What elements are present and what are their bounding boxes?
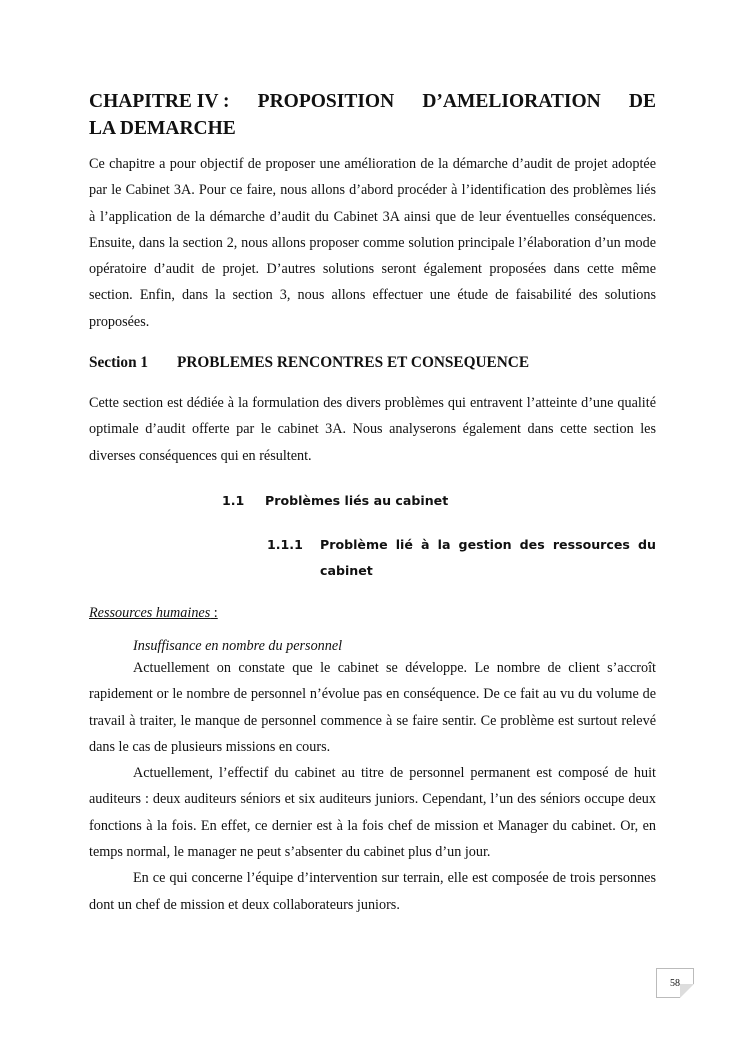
page-fold-icon	[680, 984, 694, 998]
intro-paragraph: Ce chapitre a pour objectif de proposer une amélioration de la démarche d’audit de projet adoptée par le Cabinet 3A. Pour ce faire, nous allons d’abord procéder à l’identification des problèmes liés à l’application de la démarche d’audit du Cabinet 3A ainsi que de leur éventuelles conséquences. Ensuite, dans la section 2, nous allons proposer comme solution principale l’élaboration d’un mode opératoire d’audit de projet. D’autres solutions seront également proposées dans cette même section. Enfin, dans la section 3, nous allons effectuer une étude de faisabilité des solutions proposées.	[89, 156, 656, 330]
chapter-title	[89, 88, 656, 142]
section-1-heading	[89, 354, 656, 372]
subsection-1-1-heading	[89, 493, 656, 508]
ressources-colon: :	[210, 604, 218, 621]
ressources-label: Ressources humaines	[89, 604, 211, 621]
ressources-label-line	[89, 605, 656, 622]
chapter-label: CHAPITRE IV :	[89, 91, 230, 112]
subsection-title: Problèmes liés au cabinet	[265, 492, 449, 508]
insuffisance-heading: Insuffisance en nombre du personnel	[133, 637, 343, 654]
subsection-1-1-1-heading	[89, 532, 656, 584]
document-page	[89, 88, 656, 918]
page-number-box	[656, 968, 694, 998]
subsubsection-number: 1.1.1	[267, 536, 303, 552]
section-1-paragraph: Cette section est dédiée à la formulation des divers problèmes qui entravent l’atteinte d’une qualité optimale d’audit offerte par le cabinet 3A. Nous analyserons également dans cette section les diverses conséquences qui en résultent.	[89, 395, 656, 464]
chapter-title-word1: PROPOSITION	[257, 91, 395, 112]
paragraph-3: En ce qui concerne l’équipe d’intervention sur terrain, elle est composée de trois personnes dont un chef de mission et deux collaborateurs juniors.	[89, 870, 656, 913]
chapter-title-line2: LA DEMARCHE	[89, 118, 236, 139]
chapter-title-word3: DE	[628, 91, 656, 112]
page-number: 58	[670, 977, 680, 989]
paragraph-2: Actuellement, l’effectif du cabinet au titre de personnel permanent est composé de huit auditeurs : deux auditeurs séniors et six auditeurs juniors. Cependant, l’un des séniors occupe deux fonctions à la fois. En effet, ce dernier est à la fois chef de mission et Manager du cabinet. Or, en temps normal, le manager ne peut s’absenter du cabinet plus d’un jour.	[89, 765, 656, 861]
paragraph-1: Actuellement on constate que le cabinet se développe. Le nombre de client s’accroît rapidement or le nombre de personnel n’évolue pas en conséquence. De ce fait au vu du volume de travail à traiter, le manque de personnel commence à se faire sentir. Ce problème est surtout relevé dans le cas de plusieurs missions en cours.	[89, 659, 656, 755]
section-number: Section 1	[89, 354, 149, 372]
subsection-number: 1.1	[222, 492, 245, 508]
section-title: PROBLEMES RENCONTRES ET CONSEQUENCE	[177, 354, 530, 372]
chapter-title-word2: D’AMELIORATION	[422, 91, 601, 112]
subsubsection-title: Problème lié à la gestion des ressources du cabinet	[320, 536, 656, 578]
